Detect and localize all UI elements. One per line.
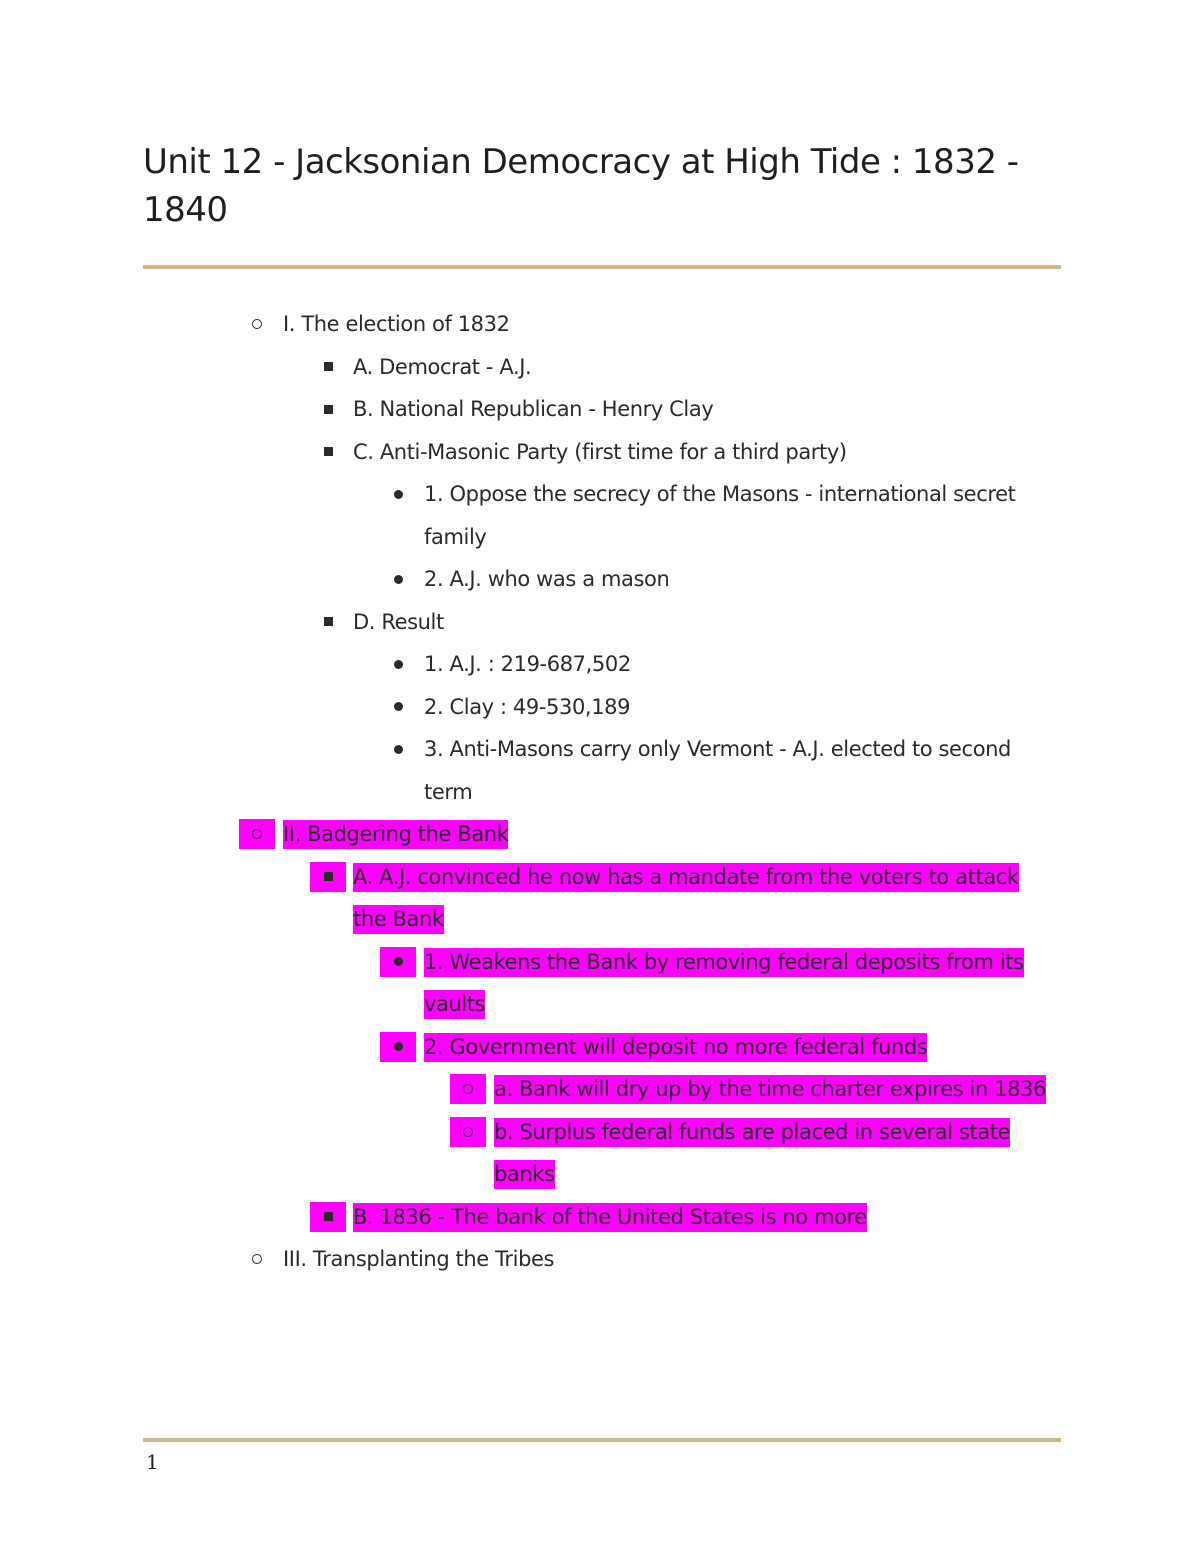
outline-item-text: III. Transplanting the Tribes bbox=[283, 1247, 555, 1271]
outline-item-text: 2. Government will deposit no more federal funds bbox=[424, 1033, 927, 1062]
outline-item-text: a. Bank will dry up by the time charter expires in 1836 bbox=[494, 1075, 1046, 1104]
outline-item-level-3 bbox=[0, 686, 1200, 729]
dot-bullet-icon bbox=[386, 643, 410, 686]
outline-item-text: II. Badgering the Bank bbox=[283, 820, 508, 849]
outline-item-text: I. The election of 1832 bbox=[283, 312, 510, 336]
dot-bullet-icon bbox=[386, 728, 410, 771]
outline-item-text: B. National Republican - Henry Clay bbox=[353, 397, 714, 421]
outline-item-text: D. Result bbox=[353, 609, 444, 634]
dot-bullet-icon bbox=[386, 941, 410, 984]
outline-item-level-2 bbox=[0, 601, 1200, 644]
outline-item-level-2 bbox=[0, 388, 1200, 431]
outline-item-text: 1. Oppose the secrecy of the Masons - international secret family bbox=[424, 482, 1016, 549]
footer-divider bbox=[143, 1438, 1061, 1442]
outline-item-level-2 bbox=[0, 856, 1200, 941]
outline-item-level-3 bbox=[0, 941, 1200, 1026]
hollow-circle-bullet-icon bbox=[456, 1068, 480, 1111]
hollow-circle-bullet-icon bbox=[245, 813, 269, 856]
outline-item-level-2 bbox=[0, 346, 1200, 389]
outline-item-text: B. 1836 - The bank of the United States is no more bbox=[353, 1203, 867, 1232]
outline-item-level-2 bbox=[0, 1196, 1200, 1239]
title-divider bbox=[143, 265, 1061, 269]
outline-item-level-3 bbox=[0, 473, 1200, 558]
hollow-circle-bullet-icon bbox=[456, 1111, 480, 1154]
outline-item-level-3 bbox=[0, 1026, 1200, 1069]
outline-item-level-4 bbox=[0, 1068, 1200, 1111]
outline-item-level-1 bbox=[0, 813, 1200, 856]
outline-item-text: 2. A.J. who was a mason bbox=[424, 567, 670, 591]
document-title: Unit 12 - Jacksonian Democracy at High Tide : 1832 - 1840 bbox=[143, 142, 1019, 230]
square-bullet-icon bbox=[316, 388, 340, 431]
outline-list bbox=[0, 303, 1200, 1281]
dot-bullet-icon bbox=[386, 686, 410, 729]
outline-item-level-3 bbox=[0, 728, 1200, 813]
square-bullet-icon bbox=[316, 346, 340, 389]
square-bullet-icon bbox=[316, 601, 340, 644]
outline-item-text: 1. A.J. : 219-687,502 bbox=[424, 652, 631, 676]
outline-item-text: b. Surplus federal funds are placed in several state banks bbox=[494, 1118, 1010, 1190]
outline-item-level-2 bbox=[0, 431, 1200, 474]
square-bullet-icon bbox=[316, 1196, 340, 1239]
outline-item-text: C. Anti-Masonic Party (first time for a third party) bbox=[353, 439, 847, 464]
outline-item-level-1 bbox=[0, 303, 1200, 346]
outline-item-level-3 bbox=[0, 558, 1200, 601]
square-bullet-icon bbox=[316, 431, 340, 474]
hollow-circle-bullet-icon bbox=[245, 303, 269, 346]
outline-item-text: 3. Anti-Masons carry only Vermont - A.J. elected to second term bbox=[424, 737, 1011, 804]
square-bullet-icon bbox=[316, 856, 340, 899]
outline-item-text: 2. Clay : 49-530,189 bbox=[424, 694, 631, 719]
dot-bullet-icon bbox=[386, 558, 410, 601]
outline-item-text: 1. Weakens the Bank by removing federal deposits from its vaults bbox=[424, 948, 1024, 1020]
dot-bullet-icon bbox=[386, 473, 410, 516]
dot-bullet-icon bbox=[386, 1026, 410, 1069]
outline-item-text: A. A.J. convinced he now has a mandate from the voters to attack the Bank bbox=[353, 863, 1019, 935]
outline-item-level-1 bbox=[0, 1238, 1200, 1281]
page-number: 1 bbox=[146, 1450, 159, 1474]
hollow-circle-bullet-icon bbox=[245, 1238, 269, 1281]
outline-item-level-3 bbox=[0, 643, 1200, 686]
outline-item-level-4 bbox=[0, 1111, 1200, 1196]
outline-item-text: A. Democrat - A.J. bbox=[353, 354, 532, 379]
